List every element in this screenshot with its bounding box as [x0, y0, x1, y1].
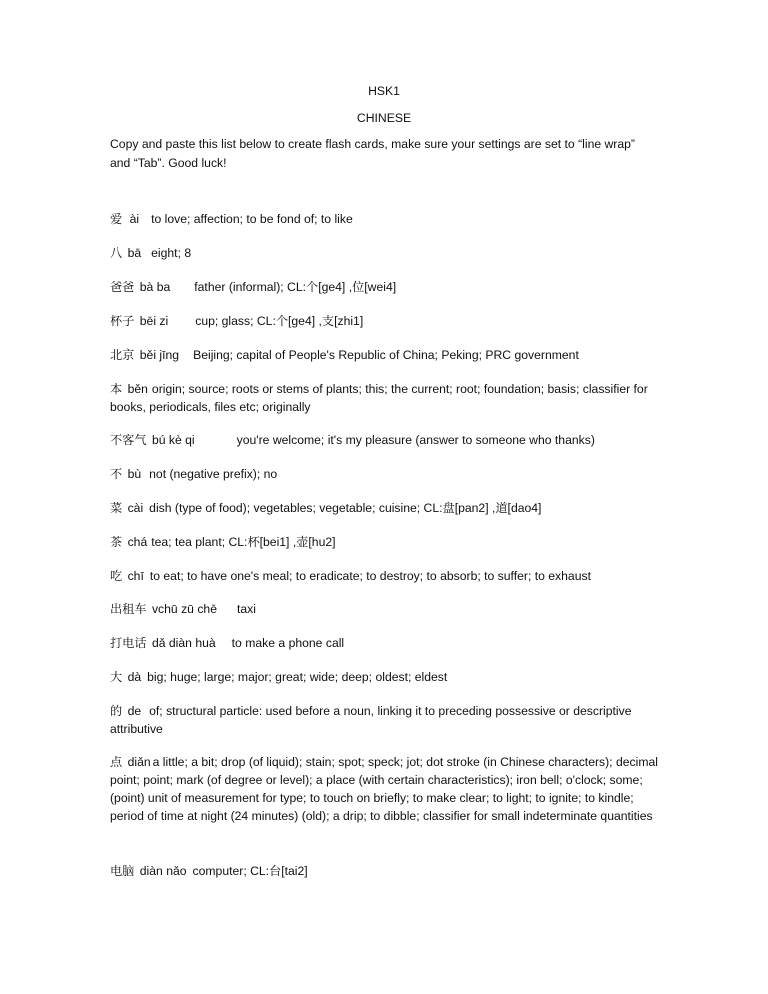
- vocab-entry: [110, 702, 662, 738]
- entry-definition: you're welcome; it's my pleasure (answer to someone who thanks): [236, 433, 595, 447]
- entry-pinyin: diǎn: [127, 755, 151, 769]
- entry-hanzi: 电脑: [110, 864, 135, 878]
- entry-pinyin: chī: [127, 569, 144, 583]
- entry-definition: dish (type of food); vegetables; vegetable; cuisine; CL:盘[pan2] ,道[dao4]: [149, 501, 542, 515]
- entry-pinyin: dǎ diàn huà: [151, 636, 216, 650]
- entry-pinyin: dà: [127, 670, 142, 684]
- vocab-entry: [110, 862, 662, 880]
- entry-pinyin: diàn nǎo: [139, 864, 187, 878]
- vocab-entry: [110, 278, 662, 296]
- vocab-entry: [110, 567, 662, 585]
- entry-definition: tea; tea plant; CL:杯[bei1] ,壶[hu2]: [151, 535, 336, 549]
- entry-definition: to love; affection; to be fond of; to like: [151, 212, 353, 226]
- entry-hanzi: 点: [110, 755, 123, 769]
- entry-hanzi: 打电话: [110, 636, 147, 650]
- entry-definition: not (negative prefix); no: [149, 467, 278, 481]
- entry-hanzi: 杯子: [110, 314, 135, 328]
- entry-hanzi: 不客气: [110, 433, 147, 447]
- vocab-entry: [110, 533, 662, 551]
- entry-hanzi: 吃: [110, 569, 123, 583]
- vocab-entry: [110, 634, 662, 652]
- entry-definition: eight; 8: [151, 246, 192, 260]
- vocab-entry: [110, 668, 662, 686]
- entry-pinyin: běn: [127, 382, 148, 396]
- intro-paragraph: Copy and paste this list below to create flash cards, make sure your settings are set to “line wrap” and “Tab”. Good luck!: [110, 137, 635, 170]
- entry-definition: Beijing; capital of People's Republic of China; Peking; PRC government: [193, 348, 579, 362]
- entry-hanzi: 爸爸: [110, 280, 135, 294]
- vocab-entry: [110, 244, 662, 262]
- entry-hanzi: 北京: [110, 348, 135, 362]
- entry-pinyin: běi jīng: [139, 348, 180, 362]
- vocab-entry: [110, 499, 662, 517]
- entry-pinyin: bú kè qi: [151, 433, 195, 447]
- vocab-entry: [110, 210, 662, 228]
- entry-hanzi: 爱: [110, 212, 123, 226]
- entry-definition: cup; glass; CL:个[ge4] ,支[zhi1]: [195, 314, 364, 328]
- entry-definition: of; structural particle: used before a noun, linking it to preceding possessive or descriptive attributive: [110, 704, 632, 736]
- entry-definition: a little; a bit; drop (of liquid); stain; spot; speck; jot; dot stroke (in Chinese characters); decimal point; point; mark (of degree or level); a place (with certain characteristics); iron bell; o'clock; some; (point) unit of measurement for type; to touch on briefly; to make clear; to light; to ignite; to kindle; period of time at night (24 minutes) (old); a drip; to dibble; classifier for small indeterminate quantities: [110, 755, 658, 823]
- entry-definition: to make a phone call: [231, 636, 345, 650]
- entry-pinyin: bà ba: [139, 280, 171, 294]
- entry-definition: origin; source; roots or stems of plants; this; the current; root; foundation; basis; classifier for books, periodicals, files etc; originally: [110, 382, 648, 414]
- entry-hanzi: 出租车: [110, 602, 147, 616]
- vocab-entry: [110, 600, 662, 618]
- entry-definition: to eat; to have one's meal; to eradicate; to destroy; to absorb; to suffer; to exhaust: [149, 569, 591, 583]
- entry-pinyin: de: [127, 704, 142, 718]
- vocab-entry: [110, 431, 662, 449]
- entry-pinyin: cài: [127, 501, 144, 515]
- entry-hanzi: 茶: [110, 535, 123, 549]
- entry-pinyin: bā: [127, 246, 142, 260]
- document-title: HSK1: [368, 84, 400, 98]
- vocab-entry: [110, 346, 662, 364]
- entry-hanzi: 本: [110, 382, 123, 396]
- entry-hanzi: 的: [110, 704, 123, 718]
- entry-definition: big; huge; large; major; great; wide; deep; oldest; eldest: [147, 670, 448, 684]
- entry-definition: computer; CL:台[tai2]: [192, 864, 308, 878]
- vocab-entry: [110, 380, 662, 416]
- entry-pinyin: chá: [127, 535, 148, 549]
- vocab-entry: [110, 312, 662, 330]
- entry-hanzi: 大: [110, 670, 123, 684]
- entry-pinyin: vchū zū chē: [151, 602, 217, 616]
- entry-definition: father (informal); CL:个[ge4] ,位[wei4]: [194, 280, 397, 294]
- entry-pinyin: bēi zi: [139, 314, 169, 328]
- entry-hanzi: 八: [110, 246, 123, 260]
- entry-hanzi: 菜: [110, 501, 123, 515]
- vocab-entry: [110, 465, 662, 483]
- vocab-entry: [110, 753, 662, 825]
- entry-definition: taxi: [237, 602, 256, 616]
- entry-pinyin: ài: [129, 212, 140, 226]
- entry-pinyin: bù: [127, 467, 142, 481]
- document-subtitle: CHINESE: [356, 111, 412, 125]
- entry-hanzi: 不: [110, 467, 123, 481]
